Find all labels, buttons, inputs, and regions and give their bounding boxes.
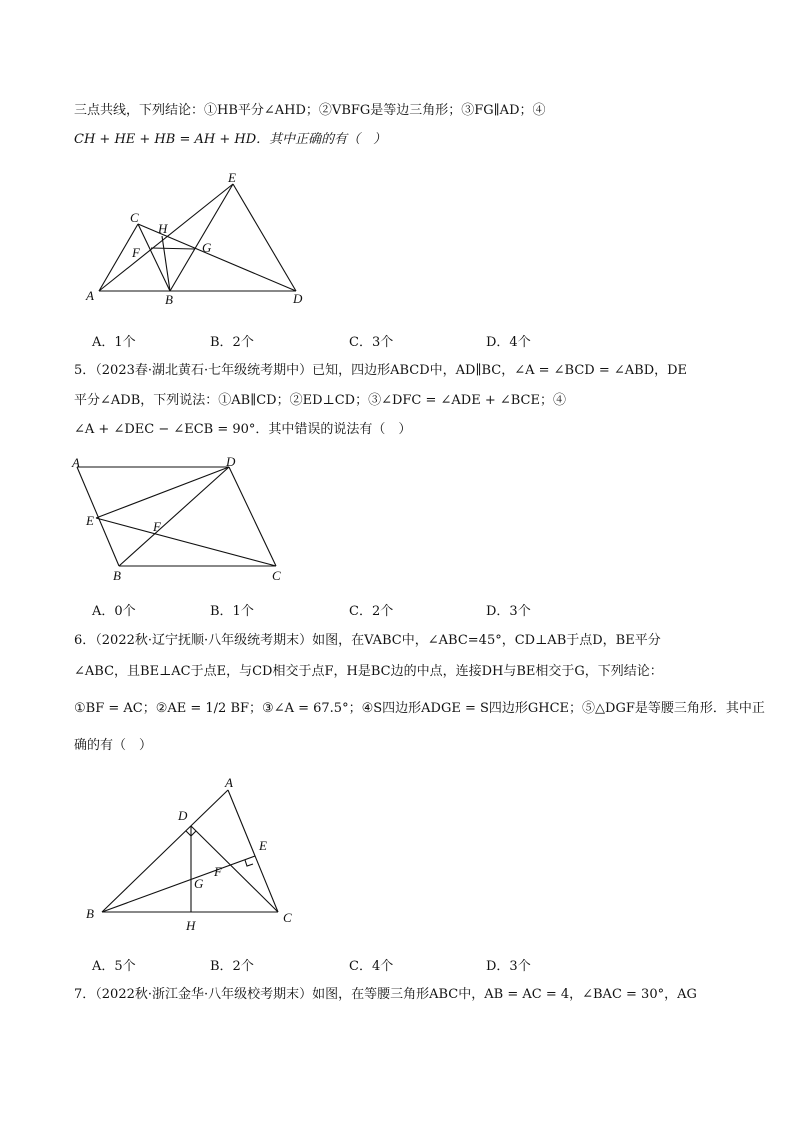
q6-option-b[interactable]: B．2个	[210, 959, 254, 974]
q4-segment-BE	[170, 184, 233, 291]
q5-figure	[68, 452, 288, 587]
q5-option-b[interactable]: B．1个	[210, 604, 254, 619]
q4-text-line2: CH + HE + HB = AH + HD．其中正确的有（ ）	[74, 132, 387, 147]
q5-segment-DC	[229, 467, 276, 566]
q6-text-line2: ∠ABC，且BE⊥AC于点E，与CD相交于点F，H是BC边的中点，连接DH与BE相交于G，下列结论：	[74, 664, 663, 679]
q7-text-line1: 7．（2022秋·浙江金华·八年级校考期末）如图，在等腰三角形ABC中，AB = AC = 4，∠BAC = 30°，AG	[74, 987, 697, 1002]
q4-label-E: E	[228, 170, 236, 185]
q4-label-F: F	[132, 245, 140, 260]
q4-option-c[interactable]: C．3个	[349, 335, 394, 350]
q6-label-F: F	[214, 864, 222, 879]
q4-label-D: D	[293, 291, 303, 306]
q5-label-C: C	[272, 568, 281, 583]
q5-segment-DE	[96, 467, 229, 518]
q6-segment-BA	[102, 790, 228, 912]
q4-label-C: C	[130, 210, 139, 225]
q5-segment-AB	[77, 467, 119, 566]
q4-option-d[interactable]: D．4个	[486, 335, 531, 350]
q4-segment-FG	[151, 248, 195, 249]
q5-label-F: F	[153, 519, 161, 534]
q5-segment-EC	[96, 518, 276, 566]
q4-text-line1: 三点共线，下列结论：①HB平分∠AHD；②VBFG是等边三角形；③FG∥AD；④	[74, 103, 546, 118]
q4-label-G: G	[202, 240, 212, 255]
q6-segment-AC	[228, 790, 278, 912]
q6-label-A: A	[225, 775, 233, 790]
q4-label-A: A	[86, 288, 94, 303]
q5-option-d[interactable]: D．3个	[486, 604, 531, 619]
q6-text-line4: 确的有（ ）	[74, 738, 153, 753]
q6-text-line3: ①BF = AC；②AE = 1/2 BF；③∠A = 67.5°；④S四边形ADGE = S四边形GHCE；⑤△DGF是等腰三角形．其中正	[74, 701, 765, 716]
q4-option-b[interactable]: B．2个	[210, 335, 254, 350]
q5-label-D: D	[226, 454, 236, 469]
q6-text-line1: 6．（2022秋·辽宁抚顺·八年级统考期末）如图，在VABC中，∠ABC=45°，CD⊥AB于点D，BE平分	[74, 633, 661, 648]
q5-label-B: B	[113, 568, 121, 583]
q6-label-E: E	[259, 838, 267, 853]
q6-label-C: C	[283, 910, 292, 925]
q6-right-angle-E	[245, 860, 253, 866]
q5-option-a[interactable]: A．0个	[92, 604, 136, 619]
q4-option-a[interactable]: A．1个	[92, 335, 136, 350]
q6-label-H: H	[186, 918, 196, 933]
q6-option-c[interactable]: C．4个	[349, 959, 394, 974]
q6-label-G: G	[194, 876, 204, 891]
q6-option-d[interactable]: D．3个	[486, 959, 531, 974]
q5-text-line3: ∠A + ∠DEC − ∠ECB = 90°．其中错误的说法有（ ）	[74, 422, 412, 437]
q4-figure	[80, 165, 320, 310]
q5-label-A: A	[72, 455, 80, 470]
q4-segment-AE	[99, 184, 233, 291]
q6-figure	[82, 770, 302, 935]
q5-text-line1: 5．（2023春·湖北黄石·七年级统考期中）已知，四边形ABCD中，AD∥BC，∠A = ∠BCD = ∠ABD，DE	[74, 363, 688, 378]
q5-option-c[interactable]: C．2个	[349, 604, 394, 619]
q5-text-line2: 平分∠ADB，下列说法：①AB∥CD；②ED⊥CD；③∠DFC = ∠ADE + ∠BCE；④	[74, 393, 566, 408]
q5-segment-DB	[119, 467, 229, 566]
q4-label-H: H	[158, 221, 168, 236]
q6-label-B: B	[86, 906, 94, 921]
q4-segment-ED	[233, 184, 296, 291]
q6-option-a[interactable]: A．5个	[92, 959, 136, 974]
q6-label-D: D	[178, 808, 188, 823]
q6-segment-BE	[102, 856, 255, 912]
q5-label-E: E	[86, 513, 94, 528]
q4-label-B: B	[165, 292, 173, 307]
